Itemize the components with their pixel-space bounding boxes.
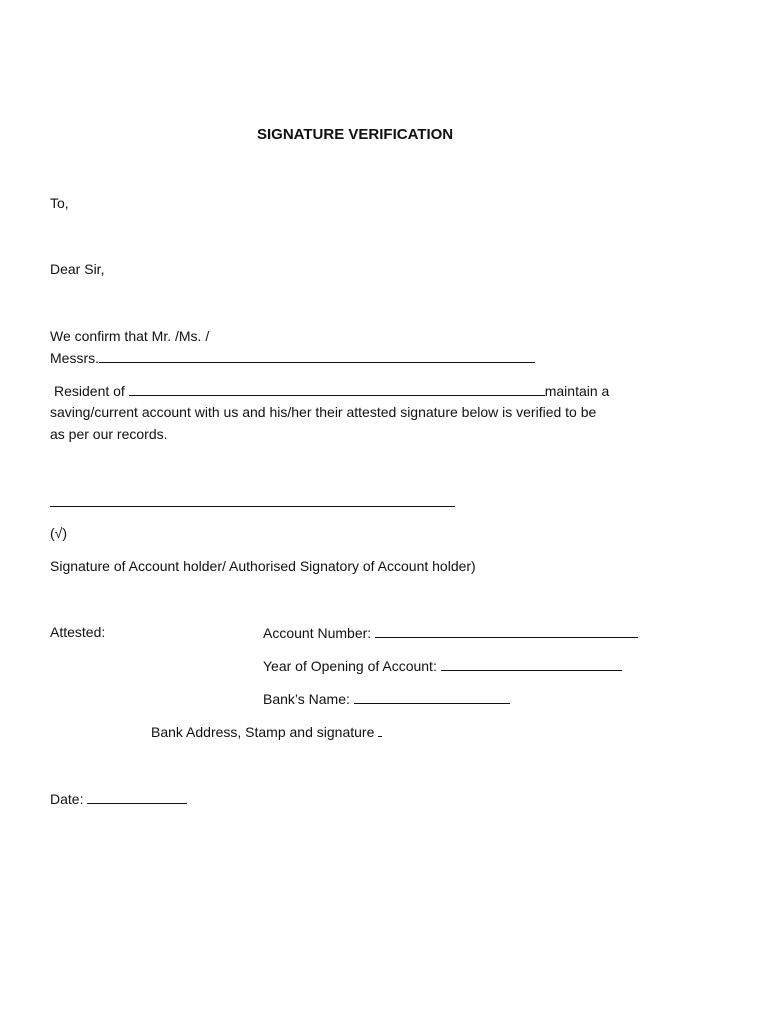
bank-address-row [151, 722, 382, 741]
date-label: Date: [50, 791, 84, 807]
date-row [50, 789, 187, 808]
year-opening-label: Year of Opening of Account: [263, 658, 437, 674]
bank-name-row [263, 689, 510, 708]
messrs-name-blank[interactable] [99, 348, 535, 363]
attested-label: Attested: [50, 624, 106, 640]
body-line-2: saving/current account with us and his/her their attested signature below is verified to be [50, 404, 597, 420]
messrs-label: Messrs. [50, 350, 99, 366]
resident-row [54, 381, 609, 400]
bank-address-label: Bank Address, Stamp and signature [151, 724, 375, 740]
signature-caption: Signature of Account holder/ Authorised Signatory of Account holder) [50, 558, 476, 574]
year-opening-blank[interactable] [441, 656, 622, 671]
messrs-row [50, 348, 535, 367]
bank-address-blank[interactable] [378, 722, 382, 737]
account-number-blank[interactable] [375, 623, 638, 638]
check-mark: (√) [50, 525, 68, 541]
maintain-text: maintain a [544, 383, 610, 399]
salutation: Dear Sir, [50, 261, 105, 277]
resident-address-blank[interactable] [129, 381, 545, 396]
date-blank[interactable] [87, 789, 187, 804]
confirm-line: We confirm that Mr. /Ms. / [50, 328, 210, 344]
account-number-label: Account Number: [263, 625, 372, 641]
resident-label: Resident of [54, 383, 125, 399]
bank-name-label: Bank’s Name: [263, 691, 350, 707]
to-line: To, [50, 195, 69, 211]
account-number-row [263, 623, 638, 642]
body-line-3: as per our records. [50, 426, 168, 442]
document-title: SIGNATURE VERIFICATION [257, 126, 454, 143]
signature-line[interactable] [50, 506, 455, 507]
bank-name-blank[interactable] [354, 689, 510, 704]
year-opening-row [263, 656, 622, 675]
